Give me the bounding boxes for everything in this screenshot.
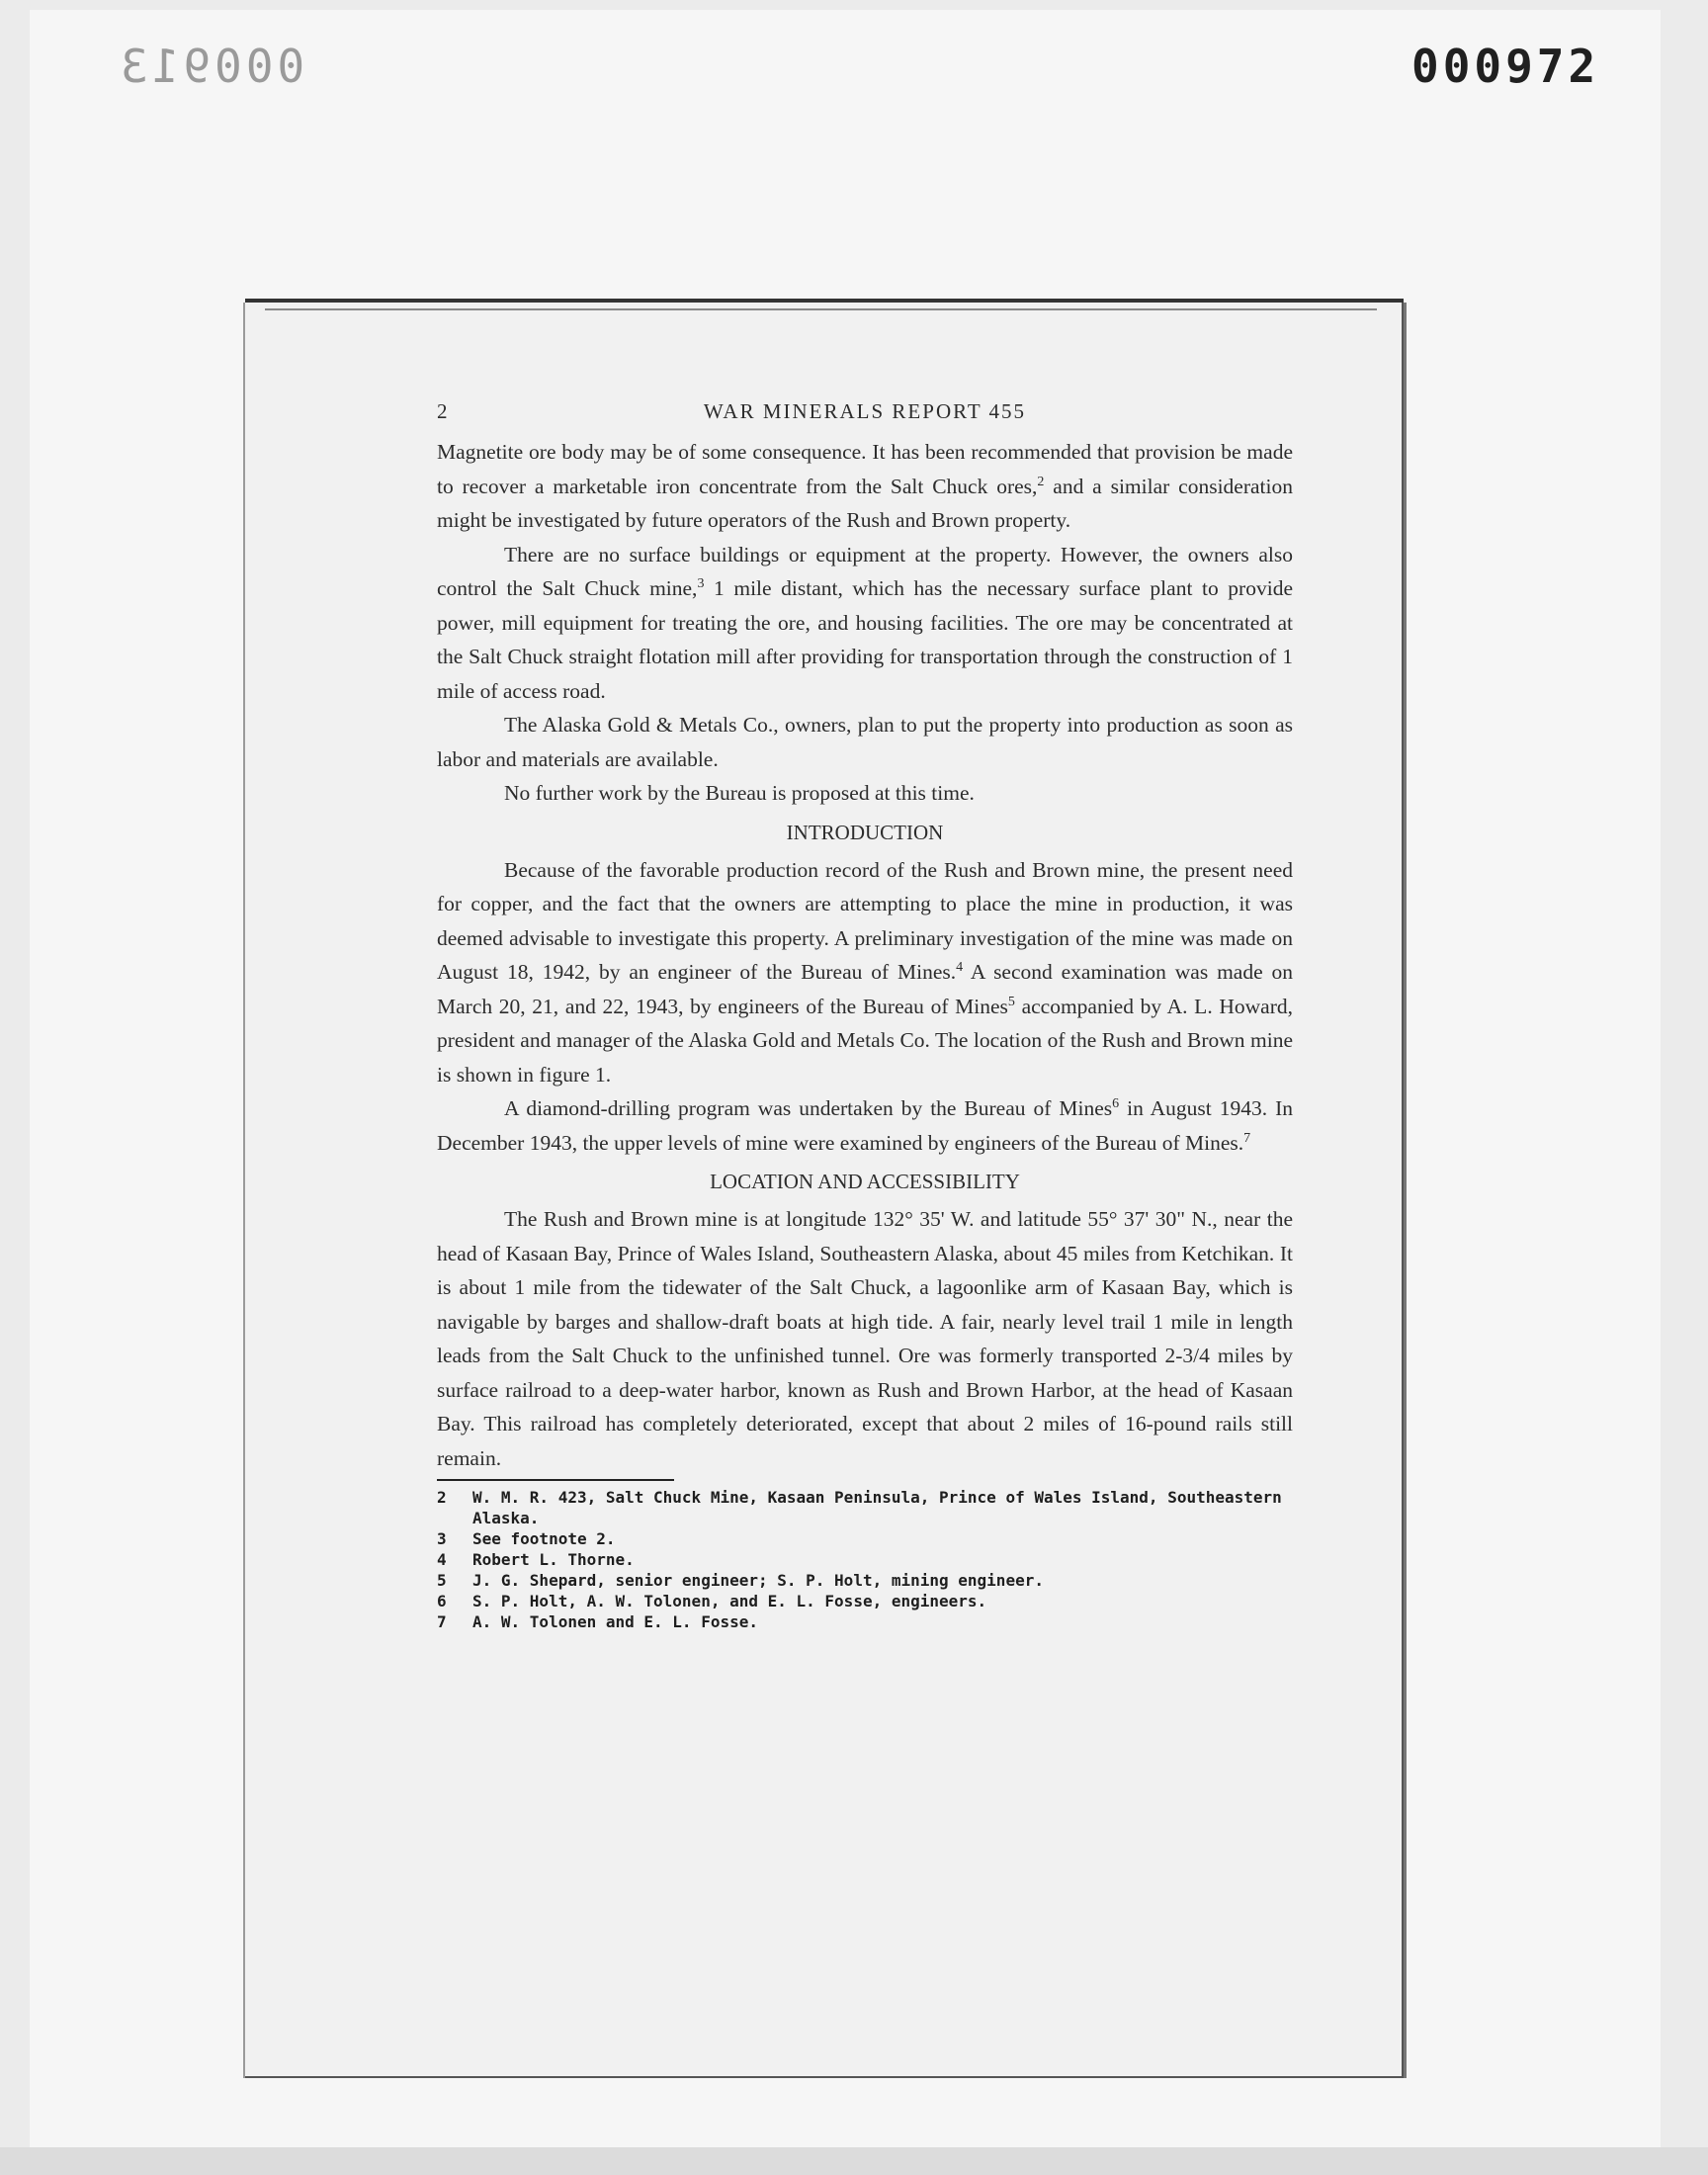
paragraph-text: A second examination was made on March 20, 21, and 22, 1943, by engineers of the Bureau of Mines (437, 960, 1294, 1018)
footnote-text: S. P. Holt, A. W. Tolonen, and E. L. Fosse, engineers. (472, 1592, 987, 1610)
footnote-rule (437, 1479, 674, 1487)
footnote (437, 1549, 1293, 1570)
footnote-number: 6 (437, 1592, 447, 1610)
footnote-text: See footnote 2. (472, 1529, 616, 1548)
paragraph-location: The Rush and Brown mine is at longitude 132° 35' W. and latitude 55° 37' 30" N., near the head of Kasaan Bay, Prince of Wales Island, Southeastern Alaska, about 45 miles from Ketchikan. It is about 1 mile from the tidewater of the Salt Chuck, a lagoonlike arm of Kasaan Bay, which is navigable by barges and shallow-draft boats at high tide. A fair, nearly level trail 1 mile in length leads from the Salt Chuck to the unfinished tunnel. Ore was formerly transported 2-3/4 miles by surface railroad to a deep-water harbor, known as Rush and Brown Harbor, at the head of Kasaan Bay. This railroad has completely deteriorated, except that about 2 miles of 16-pound rails still remain. (437, 1207, 1293, 1470)
scan-edge-strip (0, 2147, 1708, 2175)
paragraph-text: Because of the favorable production record of the Rush and Brown mine, the present need for copper, and the fact that the owners are attempting to place the mine in production, it was deemed advisable to investigate this property. A preliminary investigation of the mine was made on August 18, 1942, by an engineer of the Bureau of Mines. (437, 857, 1293, 984)
paragraph-owners: The Alaska Gold & Metals Co., owners, plan to put the property into production as soon as labor and materials are available. (437, 713, 1293, 771)
footnote (437, 1611, 1293, 1632)
paragraph-no-further-work: No further work by the Bureau is proposed at this time. (504, 781, 975, 805)
footnote (437, 1570, 1293, 1591)
footnote (437, 1528, 1293, 1549)
paragraph-text: A diamond-drilling program was undertaken by the Bureau of Mines (504, 1096, 1113, 1120)
footnote-ref-7: 7 (1243, 1130, 1251, 1146)
footnote-ref-4: 4 (956, 960, 964, 975)
footnote (437, 1591, 1293, 1611)
page-stamp-number: 000972 (1411, 40, 1600, 93)
section-heading-introduction: INTRODUCTION (786, 820, 944, 844)
paragraph-diamond-drilling (437, 1091, 1293, 1160)
paragraph-surface-buildings (437, 538, 1293, 709)
footnote-number: 4 (437, 1550, 447, 1569)
paragraph-introduction (437, 853, 1293, 1092)
footnote-text: W. M. R. 423, Salt Chuck Mine, Kasaan Peninsula, Prince of Wales Island, Southeastern Alaska. (472, 1488, 1282, 1527)
footnote-number: 5 (437, 1571, 447, 1590)
footnote-ref-6: 6 (1112, 1096, 1120, 1111)
footnote-number: 7 (437, 1612, 447, 1631)
footnote-ref-5: 5 (1007, 994, 1015, 1009)
bleed-through-stamp: 000913 (117, 40, 305, 93)
footnote-text: J. G. Shepard, senior engineer; S. P. Holt, mining engineer. (472, 1571, 1044, 1590)
footnote-text: A. W. Tolonen and E. L. Fosse. (472, 1612, 758, 1631)
footnote-ref-3: 3 (697, 576, 705, 591)
footnote (437, 1487, 1293, 1528)
paragraph-text: 1 mile distant, which has the necessary surface plant to provide power, mill equipment for treating the ore, and housing facilities. The ore may be concentrated at the Salt Chuck straight flotation mill after providing for transportation through the construction of 1 mile of access road. (437, 576, 1293, 703)
paragraph-magnetite (437, 435, 1293, 538)
report-title: WAR MINERALS REPORT 455 (703, 399, 1027, 423)
section-heading-location: LOCATION AND ACCESSIBILITY (710, 1170, 1020, 1193)
report-page (243, 303, 1407, 2078)
footnote-number: 2 (437, 1488, 447, 1507)
footnote-text: Robert L. Thorne. (472, 1550, 635, 1569)
paragraph-text: Magnetite ore body may be of some consequence. It has been recommended that provision be made to recover a marketable iron concentrate from the Salt Chuck ores, (437, 440, 1293, 498)
paragraph-text: There are no surface buildings or equipment at the property. However, the owners also control the Salt Chuck mine, (437, 542, 1293, 600)
page-content (437, 399, 1293, 1632)
running-header (437, 399, 1293, 435)
page-edge-line-secondary (265, 308, 1377, 310)
paragraph-text: in August 1943. In December 1943, the upper levels of mine were examined by engineers of the Bureau of Mines. (437, 1096, 1293, 1155)
footnote-ref-2: 2 (1037, 474, 1045, 489)
page-number: 2 (437, 399, 450, 423)
footnote-number: 3 (437, 1529, 447, 1548)
page-edge-line (245, 299, 1404, 303)
footnotes (437, 1487, 1293, 1632)
paragraph-text: accompanied by A. L. Howard, president and manager of the Alaska Gold and Metals Co. The location of the Rush and Brown mine is shown in figure 1. (437, 994, 1293, 1087)
paragraph-text: and a similar consideration might be investigated by future operators of the Rush and Brown property. (437, 474, 1293, 532)
